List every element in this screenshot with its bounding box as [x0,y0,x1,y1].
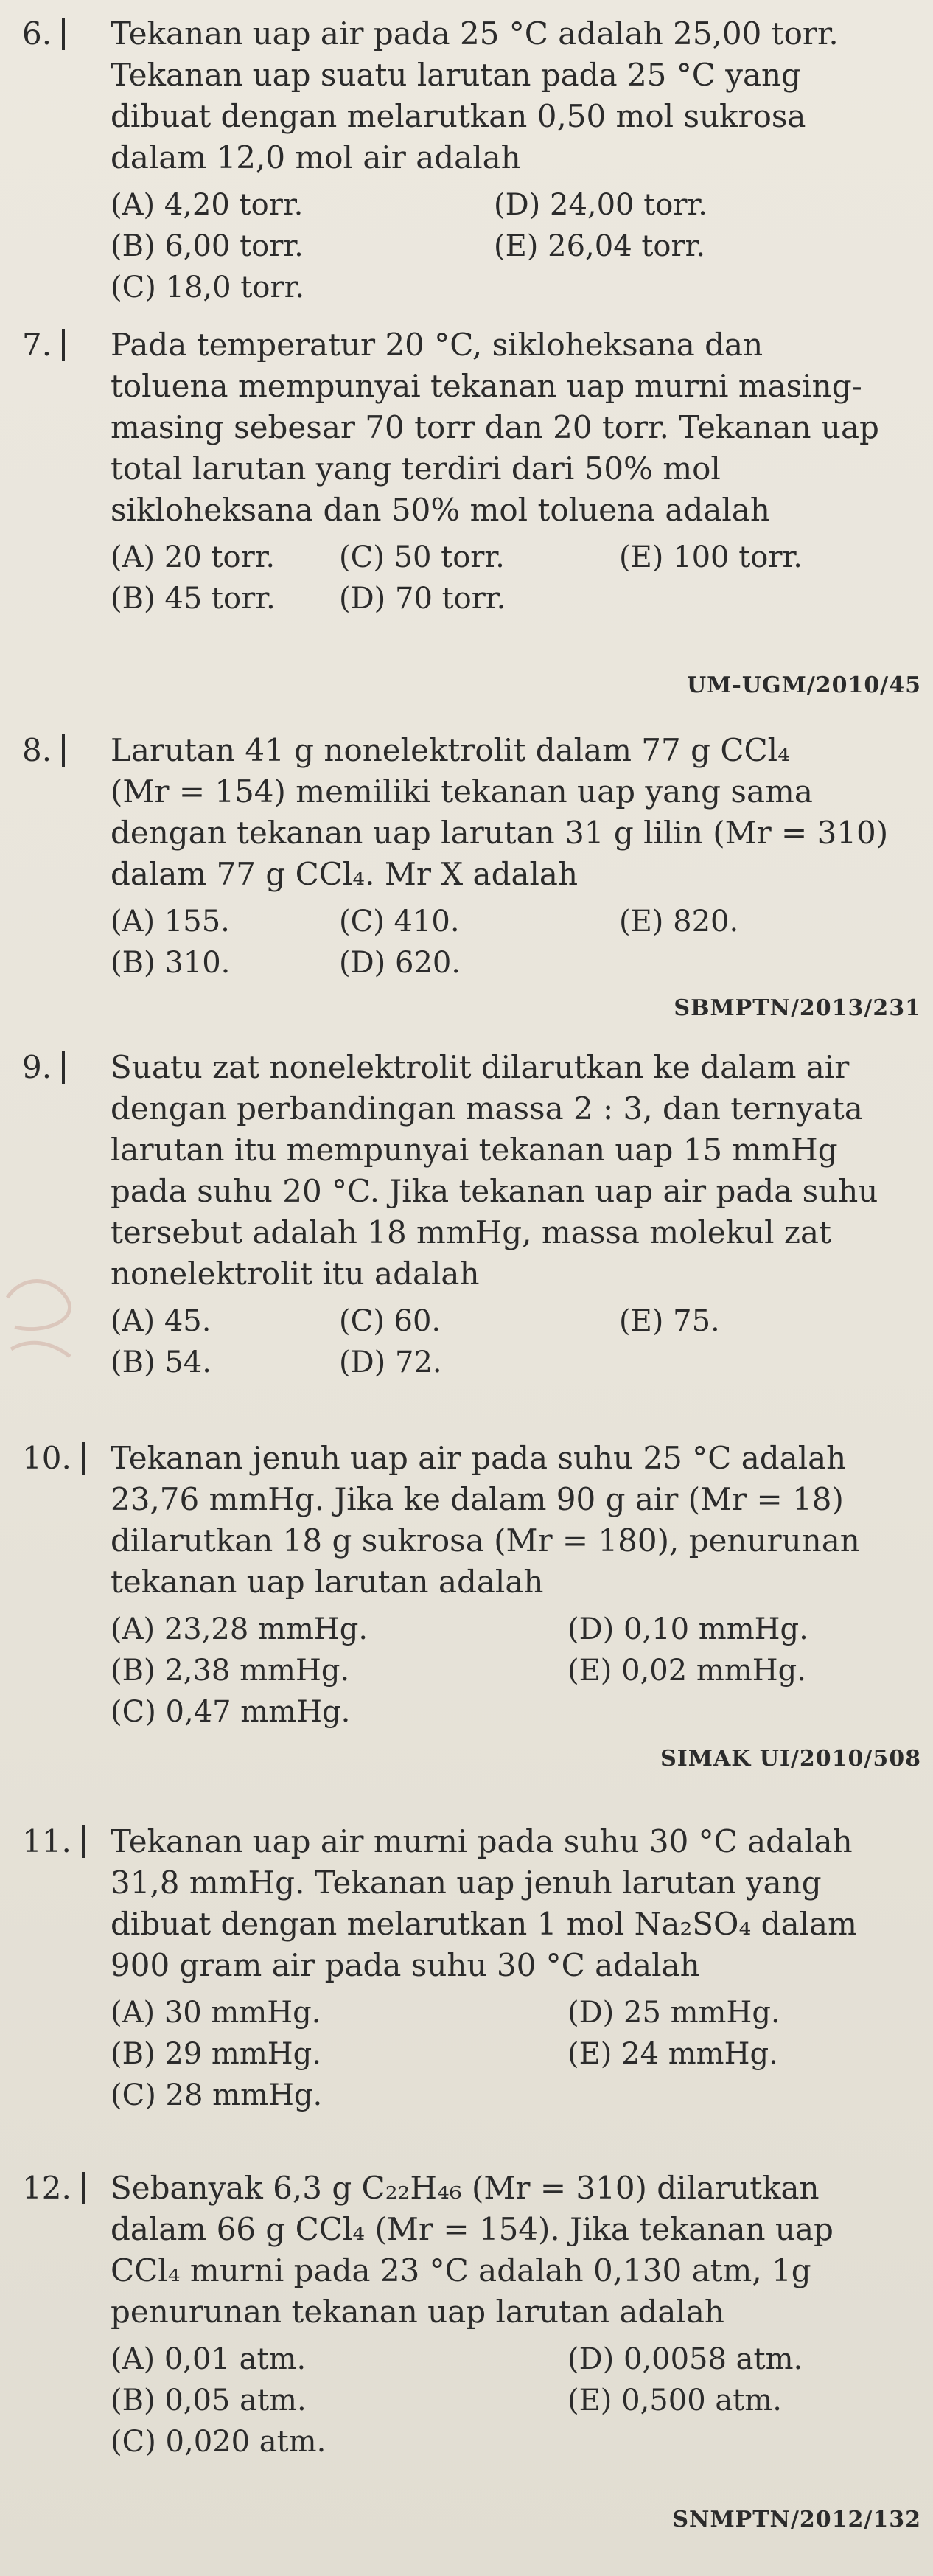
question-number: 7. [22,324,52,366]
question-stem: Sebanyak 6,3 g C₂₂H₄₆ (Mr = 310) dilarutkan dalam 66 g CCl₄ (Mr = 154). Jika tekanan uap CCl₄ murni pada 23 °C adalah 0,130 atm, 1g penurunan tekanan uap larutan adalah [111,2170,834,2330]
question-stem: Tekanan uap air pada 25 °C adalah 25,00 torr. Tekanan uap suatu larutan pada 25 °C yang dibuat dengan melarutkan 0,50 mol sukrosa dalam 12,0 mol air adalah [111,15,839,175]
source-label: SNMPTN/2012/132 [672,2507,921,2533]
question-number: 8. [22,730,52,771]
options [111,2339,929,2468]
option-c[interactable]: (C) 28 mmHg. [111,2078,323,2112]
option-a[interactable]: (A) 20 torr. [111,540,276,574]
option-b[interactable]: (B) 6,00 torr. [111,229,304,263]
source-label: SBMPTN/2013/231 [674,995,921,1021]
option-c[interactable]: (C) 0,47 mmHg. [111,1695,351,1729]
question-6 [22,13,929,314]
question-number: 12. [22,2168,71,2209]
question-stem: Tekanan jenuh uap air pada suhu 25 °C adalah 23,76 mmHg. Jika ke dalam 90 g air (Mr = 18) dilarutkan 18 g sukrosa (Mr = 180), penurunan tekanan uap larutan adalah [111,1440,860,1600]
option-b[interactable]: (B) 54. [111,1346,212,1379]
question-stem: Tekanan uap air murni pada suhu 30 °C adalah 31,8 mmHg. Tekanan uap jenuh larutan yang dibuat dengan melarutkan 1 mol Na₂SO₄ dalam 900 gram air pada suhu 30 °C adalah [111,1823,857,1983]
option-b[interactable]: (B) 310. [111,946,231,980]
question-number: 9. [22,1047,52,1088]
option-d[interactable]: (D) 620. [339,946,461,980]
question-9 [22,1047,929,1389]
option-e[interactable]: (E) 820. [619,905,739,939]
options [111,1609,929,1738]
option-d[interactable]: (D) 25 mmHg. [567,1996,780,2030]
margin-handwriting [0,1268,81,1386]
option-e[interactable]: (E) 24 mmHg. [567,2037,778,2071]
option-a[interactable]: (A) 0,01 atm. [111,2342,307,2376]
option-a[interactable]: (A) 155. [111,905,230,939]
question-number: 10. [22,1438,71,1479]
option-d[interactable]: (D) 0,0058 atm. [567,2342,803,2376]
option-a[interactable]: (A) 30 mmHg. [111,1996,321,2030]
option-d[interactable]: (D) 72. [339,1346,442,1379]
option-c[interactable]: (C) 50 torr. [339,540,505,574]
option-c[interactable]: (C) 18,0 torr. [111,271,305,304]
question-7 [22,324,929,698]
option-a[interactable]: (A) 23,28 mmHg. [111,1612,368,1646]
option-e[interactable]: (E) 75. [619,1304,720,1338]
option-c[interactable]: (C) 410. [339,905,460,939]
option-e[interactable]: (E) 100 torr. [619,540,803,574]
question-number: 6. [22,13,52,55]
question-stem: Larutan 41 g nonelektrolit dalam 77 g CCl₄ (Mr = 154) memiliki tekanan uap yang sama dengan tekanan uap larutan 31 g lilin (Mr = 310) dalam 77 g CCl₄. Mr X adalah [111,732,889,892]
question-stem: Pada temperatur 20 °C, sikloheksana dan toluena mempunyai tekanan uap murni masing- masing sebesar 70 torr dan 20 torr. Tekanan uap total larutan yang terdiri dari 50% mol sikloheksana dan 50% mol toluena adalah [111,327,879,528]
options [111,1992,929,2122]
question-10 [22,1438,929,1772]
option-b[interactable]: (B) 2,38 mmHg. [111,1654,350,1688]
option-a[interactable]: (A) 45. [111,1304,212,1338]
option-d[interactable]: (D) 0,10 mmHg. [567,1612,808,1646]
question-8 [22,730,929,1021]
question-number: 11. [22,1821,71,1862]
option-b[interactable]: (B) 29 mmHg. [111,2037,321,2071]
option-e[interactable]: (E) 26,04 torr. [494,229,706,263]
option-e[interactable]: (E) 0,02 mmHg. [567,1654,806,1688]
source-label: UM-UGM/2010/45 [687,672,921,698]
question-12 [22,2168,929,2533]
option-d[interactable]: (D) 24,00 torr. [494,188,707,222]
options [111,901,929,989]
option-c[interactable]: (C) 60. [339,1304,441,1338]
question-stem: Suatu zat nonelektrolit dilarutkan ke dalam air dengan perbandingan massa 2 : 3, dan ternyata larutan itu mempunyai tekanan uap 15 mmHg pada suhu 20 °C. Jika tekanan uap air pada suhu tersebut adalah 18 mmHg, massa molekul zat nonelektrolit itu adalah [111,1049,878,1292]
source-label: SIMAK UI/2010/508 [660,1746,921,1772]
option-a[interactable]: (A) 4,20 torr. [111,188,304,222]
options [111,184,929,314]
options [111,537,929,625]
option-d[interactable]: (D) 70 torr. [339,582,506,616]
option-e[interactable]: (E) 0,500 atm. [567,2384,782,2417]
option-b[interactable]: (B) 0,05 atm. [111,2384,307,2417]
option-b[interactable]: (B) 45 torr. [111,582,276,616]
options [111,1301,929,1389]
option-c[interactable]: (C) 0,020 atm. [111,2425,326,2459]
question-11 [22,1821,929,2122]
